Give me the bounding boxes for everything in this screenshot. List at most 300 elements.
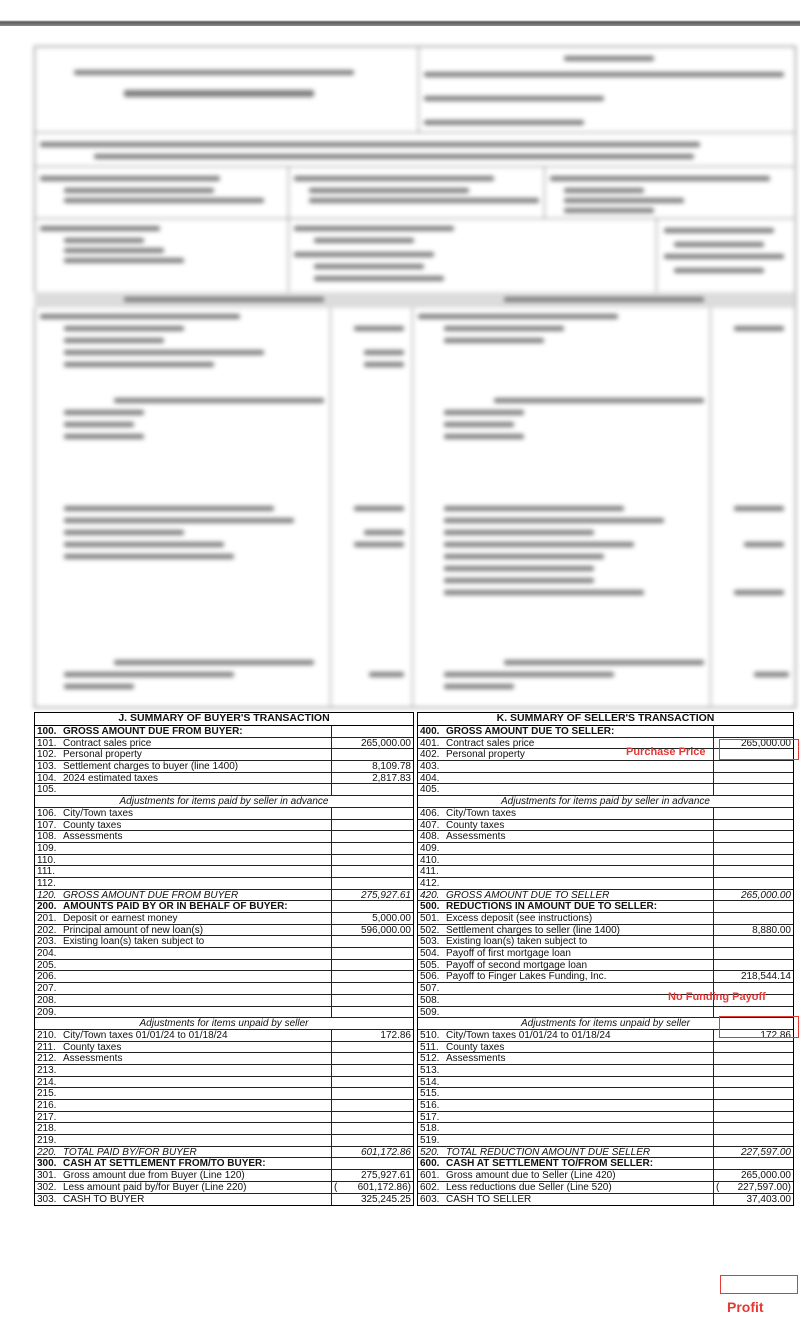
line-number: 210. [37,1029,57,1041]
line-number: 106. [37,807,57,819]
seller-line-row [418,948,793,960]
seller-line-row [418,726,793,738]
line-number: 506. [420,971,440,983]
buyer-summary-title: J. SUMMARY OF BUYER'S TRANSACTION [35,713,413,726]
no-funding-payoff-annotation: No Funding Payoff [668,991,766,1003]
line-description: Less amount paid by/for Buyer (Line 220) [63,1181,247,1193]
line-label [37,1042,121,1053]
line-description: Payoff of first mortgage loan [446,948,571,960]
line-amount: 172.86 [380,1029,411,1041]
line-label [420,1077,446,1088]
buyer-line-row [35,1088,413,1100]
line-number: 513. [420,1064,440,1076]
line-amount: 265,000.00 [740,889,791,901]
line-number: 107. [37,819,57,831]
line-number: 512. [420,1053,440,1065]
line-description: Assessments [446,831,506,843]
line-label [37,1112,63,1123]
buyer-line-row [35,1018,413,1030]
buyer-line-row [35,784,413,796]
column-divider [713,1135,714,1146]
buyer-line-row [35,1112,413,1124]
buyer-line-row [35,831,413,843]
line-label [37,878,63,889]
line-number: 408. [420,831,440,843]
line-label [420,808,516,819]
line-label [420,761,446,772]
buyer-line-row [35,995,413,1007]
seller-summary-title: K. SUMMARY OF SELLER'S TRANSACTION [418,713,793,726]
line-number: 213. [37,1064,57,1076]
line-number: 403. [420,761,440,773]
line-number: 100. [37,726,57,737]
line-label [420,925,620,936]
line-number: 105. [37,784,57,796]
seller-line-row [418,855,793,867]
column-divider [331,925,332,936]
line-description: TOTAL PAID BY/FOR BUYER [63,1146,197,1158]
column-divider [713,925,714,936]
line-amount: 275,927.61 [360,889,411,901]
line-label [420,1030,611,1041]
line-label [420,738,534,749]
buyer-line-row [35,971,413,983]
line-number: 120. [37,889,57,901]
line-amount: 5,000.00 [372,913,411,924]
line-label [37,1088,63,1099]
column-divider [331,936,332,947]
line-number: 400. [420,726,440,737]
line-amount: 275,927.61 [360,1170,411,1182]
buyer-line-row [35,1170,413,1182]
line-label [420,1112,446,1123]
line-number: 412. [420,877,440,889]
column-divider [331,1030,332,1041]
seller-line-row [418,878,793,890]
line-description: CASH TO SELLER [446,1193,532,1205]
column-divider [331,808,332,819]
line-label [420,843,446,854]
column-divider [331,1042,332,1053]
line-number: 212. [37,1053,57,1065]
seller-summary-rows [418,726,793,1205]
line-amount: 8,880.00 [752,924,791,936]
column-divider [713,1182,714,1193]
column-divider [331,1123,332,1134]
buyer-line-row [35,808,413,820]
line-number: 209. [37,1006,57,1018]
column-divider [331,983,332,994]
line-number: 503. [420,936,440,948]
seller-line-row [418,971,793,983]
line-description: CASH AT SETTLEMENT TO/FROM SELLER: [446,1158,654,1170]
line-label [37,1147,197,1158]
buyer-line-row [35,1123,413,1135]
line-label [37,901,288,912]
column-divider [713,820,714,831]
line-label [37,983,63,994]
line-description: Gross amount due from Buyer (Line 120) [63,1170,245,1182]
line-description: Settlement charges to seller (line 1400) [446,924,620,936]
line-number: 215. [37,1088,57,1100]
column-divider [331,1053,332,1064]
line-label [420,901,657,912]
column-divider [331,843,332,854]
buyer-line-row [35,749,413,761]
column-divider [713,1053,714,1064]
line-number: 509. [420,1006,440,1018]
line-number: 515. [420,1088,440,1100]
seller-line-row [418,936,793,948]
column-divider [331,1007,332,1018]
line-label [37,1182,246,1193]
column-divider [331,1088,332,1099]
line-label [37,820,121,831]
line-label [420,1182,612,1193]
seller-line-row [418,960,793,972]
payoff-highlight-box [719,1016,799,1038]
column-divider [713,1042,714,1053]
seller-line-row [418,1053,793,1065]
line-label [420,773,446,784]
line-amount: 265,000.00 [740,737,791,749]
seller-line-row [418,808,793,820]
line-amount: 8,109.78 [372,761,411,773]
line-number: 520. [420,1146,440,1158]
seller-line-row [418,1170,793,1182]
seller-line-row [418,901,793,913]
buyer-line-row [35,1065,413,1077]
seller-line-row [418,925,793,937]
line-label [37,726,243,737]
seller-line-row [418,773,793,785]
line-number: 507. [420,983,440,995]
line-number: 208. [37,994,57,1006]
seller-line-row [418,1194,793,1206]
seller-line-row [418,1042,793,1054]
line-label [420,1194,531,1205]
line-number: 112. [37,877,56,889]
seller-line-row [418,913,793,925]
line-description: GROSS AMOUNT DUE TO SELLER: [446,726,615,737]
line-number: 211. [37,1041,56,1053]
line-description: Assessments [63,831,123,843]
column-divider [713,890,714,901]
buyer-line-row [35,796,413,808]
line-label [420,1065,446,1076]
buyer-line-row [35,843,413,855]
line-number: 216. [37,1100,57,1111]
column-divider [713,749,714,760]
buyer-line-row [35,1077,413,1089]
buyer-line-row [35,1135,413,1147]
buyer-line-row [35,1194,413,1206]
seller-line-row [418,866,793,878]
column-divider [713,1065,714,1076]
line-number: 111. [37,866,55,878]
line-number: 201. [37,913,57,924]
line-label: Adjustments for items paid by seller in advance [501,796,710,808]
column-divider [331,1100,332,1111]
line-amount: 172.86 [760,1029,791,1041]
buyer-line-row [35,1030,413,1042]
line-label [420,878,446,889]
column-divider [713,1100,714,1111]
line-number: 402. [420,749,440,761]
line-label [420,1042,504,1053]
line-label [37,808,133,819]
line-number: 401. [420,737,440,749]
line-label [37,913,178,924]
seller-line-row [418,1065,793,1077]
line-number: 214. [37,1076,57,1088]
line-label [37,1065,63,1076]
line-number: 101. [37,737,57,749]
line-label: Adjustments for items unpaid by seller [139,1018,309,1030]
seller-line-row [418,1147,793,1159]
column-divider [713,1147,714,1158]
line-number: 205. [37,959,57,971]
buyer-line-row [35,855,413,867]
line-number: 220. [37,1146,57,1158]
column-divider [713,831,714,842]
line-number: 109. [37,842,57,854]
line-label [420,936,587,947]
line-label [37,1100,63,1111]
profit-annotation: Profit [727,1299,764,1315]
seller-summary-table [417,712,794,1206]
line-label [37,948,63,959]
line-label [420,913,592,924]
line-label [420,1088,446,1099]
line-label [420,890,609,901]
line-description: City/Town taxes 01/01/24 to 01/18/24 [446,1029,611,1041]
line-number: 204. [37,948,57,960]
line-label [37,831,122,842]
line-label [37,1135,63,1146]
line-number: 301. [37,1170,57,1182]
column-divider [331,784,332,795]
line-description: County taxes [63,1041,122,1053]
column-divider [331,1147,332,1158]
line-number: 218. [37,1123,57,1135]
line-label: Adjustments for items unpaid by seller [521,1018,690,1030]
line-amount: 601,172.86 [360,1146,411,1158]
column-divider [331,890,332,901]
column-divider [331,995,332,1006]
column-divider [713,913,714,924]
line-label [37,1194,144,1205]
line-description: Contract sales price [63,737,152,749]
line-description: Less reductions due Seller (Line 520) [446,1181,612,1193]
line-amount: 227,597.00) [737,1181,791,1193]
line-label [420,831,505,842]
line-number: 102. [37,749,57,761]
seller-line-row [418,1088,793,1100]
line-number: 406. [420,807,440,819]
line-number: 103. [37,761,57,773]
line-number: 207. [37,983,57,995]
line-number: 502. [420,924,440,936]
line-label [37,995,63,1006]
line-label [37,773,158,784]
line-amount: 227,597.00 [740,1146,791,1158]
line-label [420,1135,446,1146]
column-divider [331,971,332,982]
line-amount: 265,000.00 [360,737,411,749]
seller-line-row [418,1112,793,1124]
line-label [37,960,63,971]
buyer-summary-rows [35,726,413,1205]
column-divider [331,1077,332,1088]
buyer-line-row [35,960,413,972]
line-number: 219. [37,1135,57,1147]
line-amount: 2,817.83 [372,772,411,784]
line-label [420,726,614,737]
open-paren: ( [334,1181,338,1193]
column-divider [713,761,714,772]
purchase-price-annotation: Purchase Price [626,746,706,758]
column-divider [331,761,332,772]
line-description: TOTAL REDUCTION AMOUNT DUE SELLER [446,1146,651,1158]
line-description: Personal property [63,749,142,761]
line-description: CASH TO BUYER [63,1193,145,1205]
buyer-line-row [35,1100,413,1112]
line-description: Gross amount due to Seller (Line 420) [446,1170,616,1182]
seller-line-row [418,761,793,773]
column-divider [331,878,332,889]
line-label [37,890,238,901]
line-label [37,936,204,947]
column-divider [331,901,332,912]
column-divider [713,971,714,982]
line-number: 519. [420,1135,440,1147]
column-divider [331,1170,332,1181]
line-label [37,1030,228,1041]
line-number: 500. [420,901,440,913]
column-divider [713,1088,714,1099]
line-number: 501. [420,913,440,924]
line-description: Deposit or earnest money [63,913,178,924]
line-description: GROSS AMOUNT DUE TO SELLER [446,889,610,901]
line-number: 517. [420,1111,440,1123]
column-divider [713,855,714,866]
line-description: Personal property [446,749,525,761]
line-number: 200. [37,901,57,913]
line-number: 407. [420,819,440,831]
line-label [420,960,587,971]
line-number: 203. [37,936,57,948]
buyer-line-row [35,1147,413,1159]
seller-line-row [418,890,793,902]
buyer-line-row [35,913,413,925]
line-number: 505. [420,959,440,971]
line-number: 602. [420,1181,440,1193]
line-description: City/Town taxes [63,807,134,819]
column-divider [713,1112,714,1123]
column-divider [331,1112,332,1123]
line-number: 420. [420,889,440,901]
column-divider [713,1170,714,1181]
column-divider [331,820,332,831]
line-description: AMOUNTS PAID BY OR IN BEHALF OF BUYER: [63,901,288,913]
line-label [420,1170,616,1181]
line-label [37,1053,122,1064]
line-label [37,761,238,772]
cash-to-seller-highlight-box [720,1275,798,1294]
buyer-line-row [35,1042,413,1054]
line-amount: 218,544.14 [740,971,791,983]
buyer-line-row [35,1007,413,1019]
line-label [420,820,504,831]
buyer-line-row [35,878,413,890]
window-top-edge [0,0,800,26]
line-number: 409. [420,842,440,854]
seller-line-row [418,820,793,832]
line-number: 516. [420,1100,440,1111]
column-divider [713,948,714,959]
buyer-line-row [35,1182,413,1194]
column-divider [713,1077,714,1088]
line-description: Assessments [446,1053,506,1065]
line-number: 202. [37,924,57,936]
line-description: County taxes [63,819,122,831]
column-divider [713,1123,714,1134]
column-divider [331,866,332,877]
line-label [420,1007,446,1018]
line-label [37,784,63,795]
line-label [420,866,446,877]
line-label [420,784,446,795]
line-description: Payoff to Finger Lakes Funding, Inc. [446,971,607,983]
line-description: GROSS AMOUNT DUE FROM BUYER [63,889,239,901]
line-number: 104. [37,772,57,784]
line-label: Adjustments for items paid by seller in advance [119,796,329,808]
column-divider [713,1158,714,1169]
line-description: County taxes [446,1041,505,1053]
line-number: 300. [37,1158,57,1170]
line-description: REDUCTIONS IN AMOUNT DUE TO SELLER: [446,901,658,913]
line-label [37,1007,63,1018]
line-label [37,971,63,982]
column-divider [331,726,332,737]
open-paren: ( [716,1181,720,1193]
buyer-line-row [35,738,413,750]
column-divider [713,808,714,819]
line-number: 600. [420,1158,440,1170]
line-description: Payoff of second mortgage loan [446,959,588,971]
line-number: 410. [420,854,440,866]
buyer-line-row [35,1053,413,1065]
line-label [37,1170,245,1181]
seller-line-row [418,843,793,855]
line-number: 206. [37,971,57,983]
line-number: 603. [420,1193,440,1205]
line-label [37,1123,63,1134]
column-divider [713,1030,714,1041]
line-label [37,925,203,936]
line-label [420,1158,653,1169]
buyer-line-row [35,726,413,738]
line-description: Contract sales price [446,737,535,749]
buyer-summary-table [34,712,414,1206]
buyer-line-row [35,820,413,832]
line-number: 411. [420,866,439,878]
column-divider [713,738,714,749]
line-description: Settlement charges to buyer (line 1400) [63,761,239,773]
seller-line-row [418,831,793,843]
line-label [420,749,525,760]
